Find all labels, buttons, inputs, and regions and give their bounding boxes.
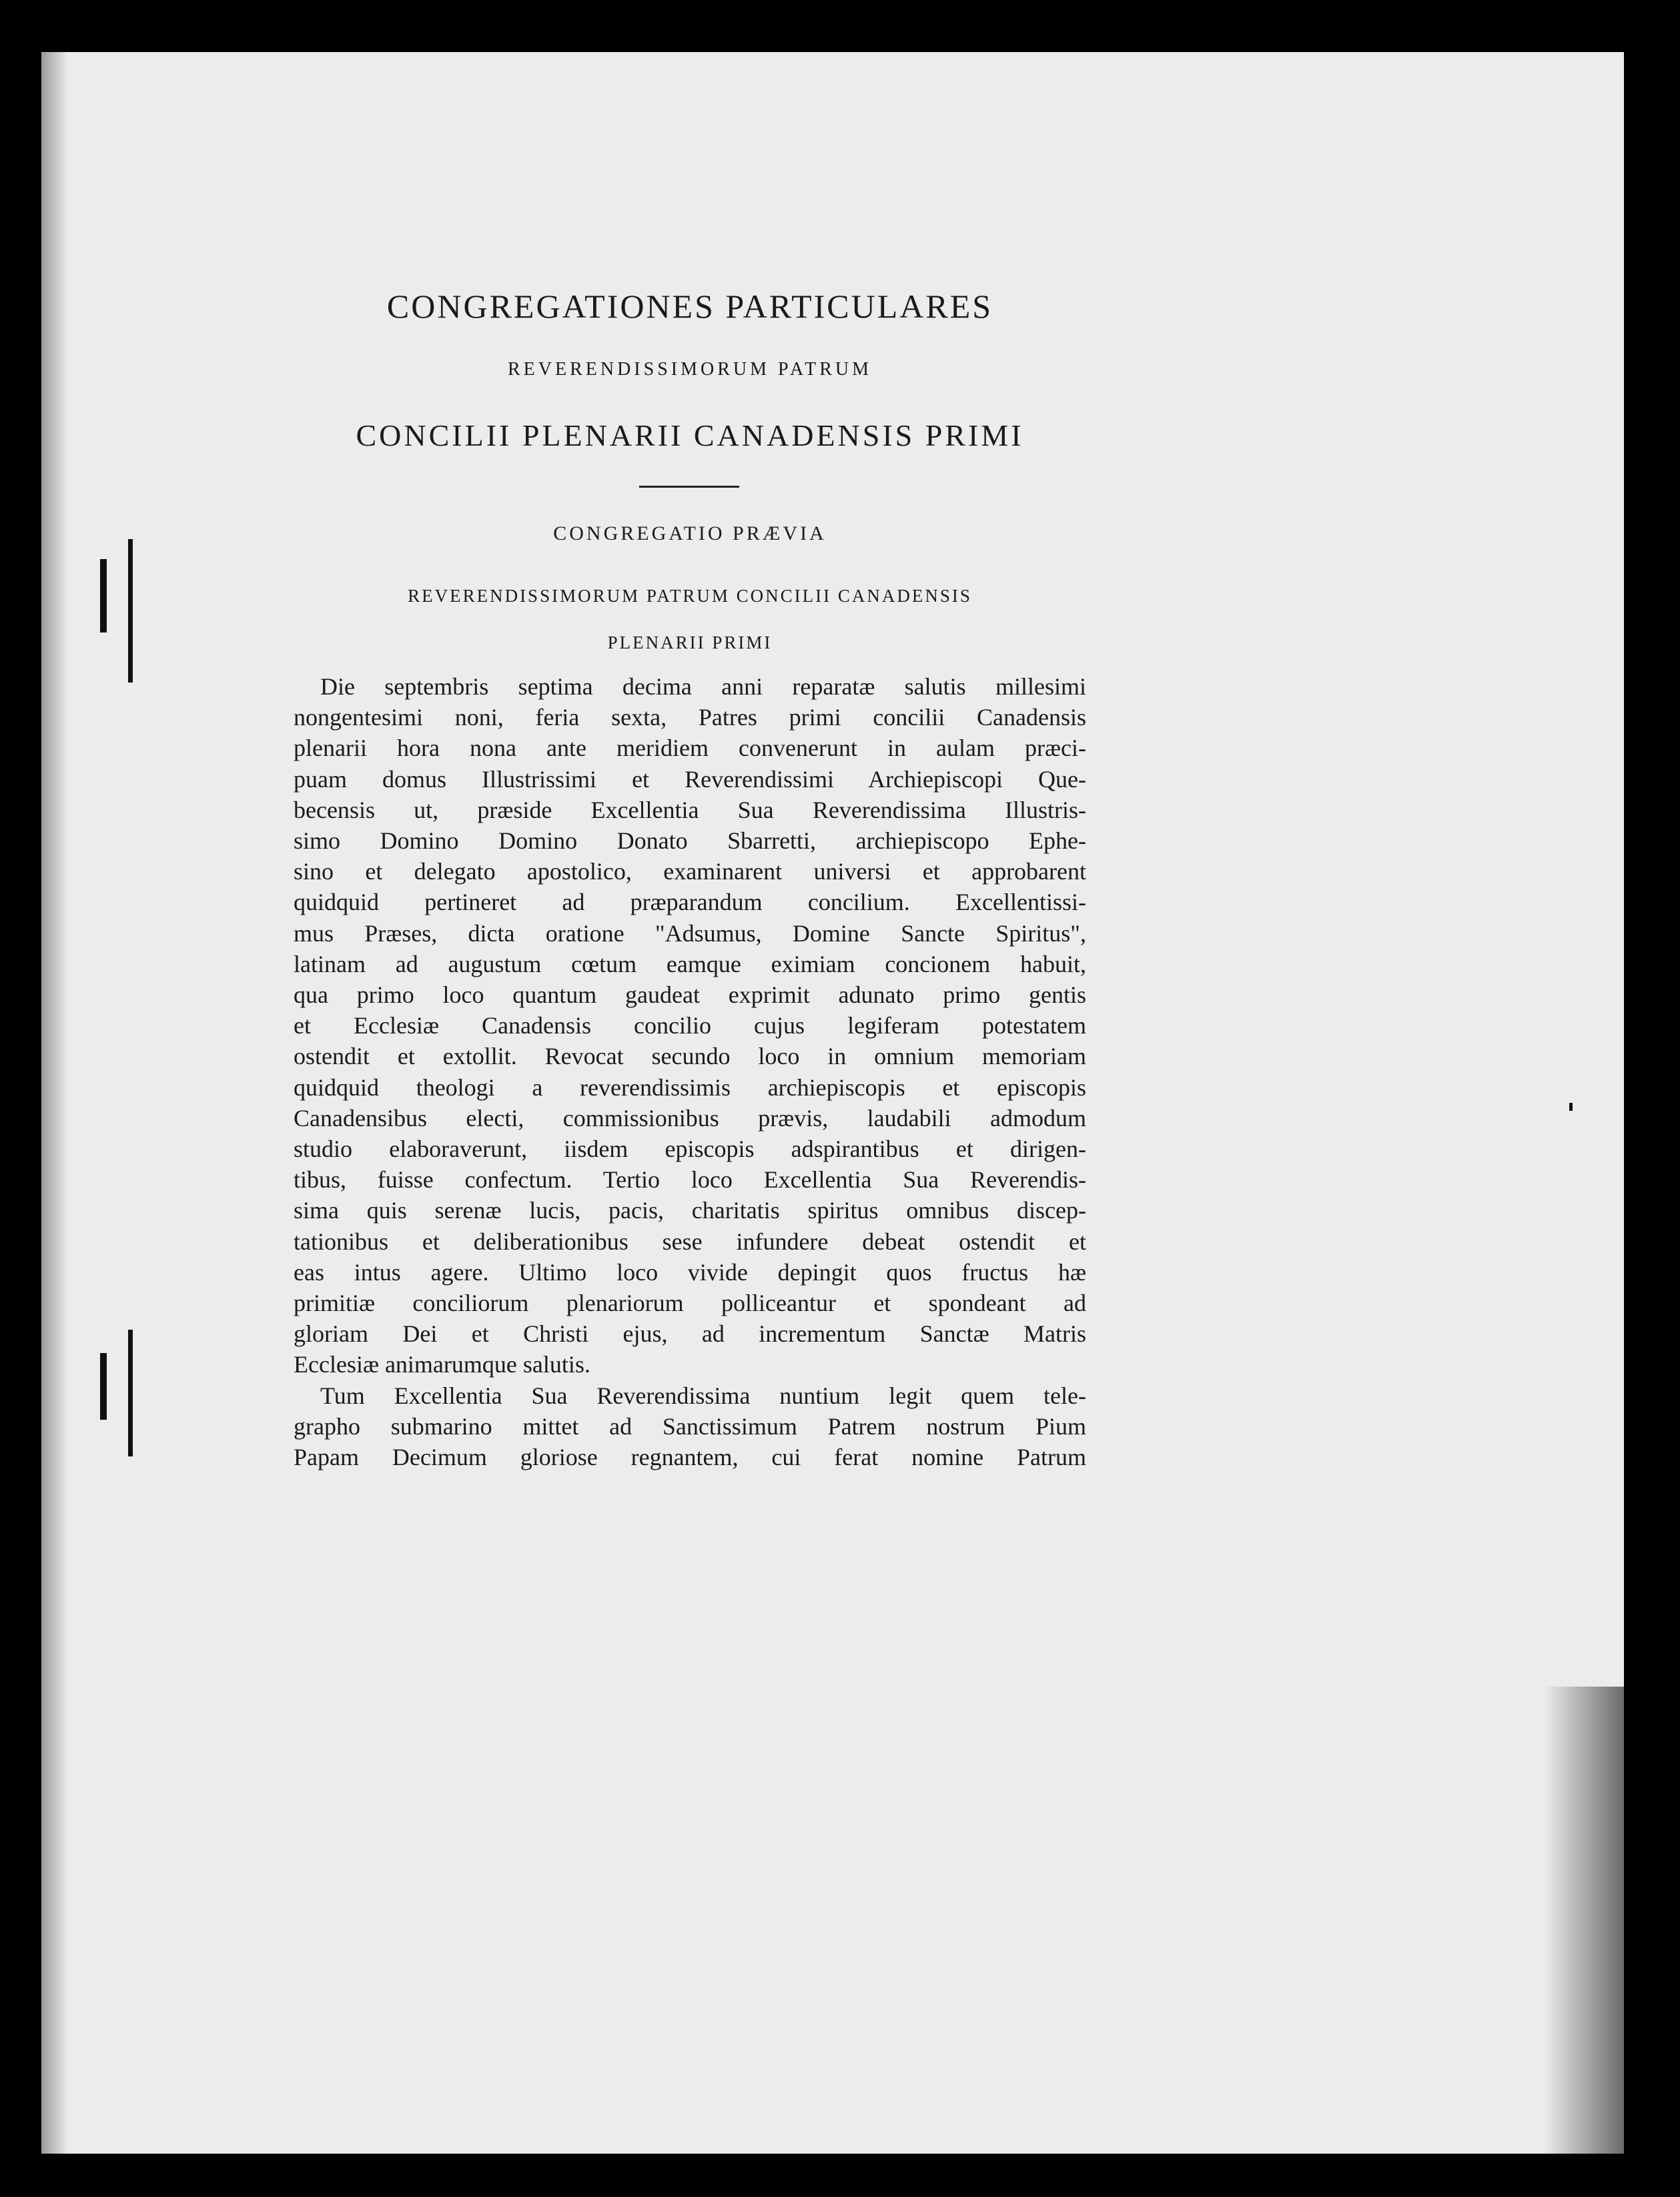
margin-mark <box>100 1353 107 1420</box>
text-line: sino et delegato apostolico, examinarent universi et approbarent <box>294 858 1086 885</box>
section-subtitle: REVERENDISSIMORUM PATRUM CONCILII CANADENSIS <box>408 586 972 606</box>
section-subtitle-continued: PLENARII PRIMI <box>607 632 773 652</box>
text-line: becensis ut, præside Excellentia Sua Reverendissima Illustris- <box>294 796 1086 823</box>
margin-mark <box>128 1330 133 1456</box>
margin-mark <box>128 539 133 683</box>
text-line: eas intus agere. Ultimo loco vivide depingit quos fructus hæ <box>294 1258 1086 1286</box>
text-line: primitiæ conciliorum plenariorum polliceantur et spondeant ad <box>294 1290 1086 1317</box>
text-line: gloriam Dei et Christi ejus, ad incrementum Sanctæ Matris <box>294 1320 1086 1348</box>
text-line: Die septembris septima decima anni reparatæ salutis millesimi <box>320 673 1086 700</box>
text-line: simo Domino Domino Donato Sbarretti, archiepiscopo Ephe- <box>294 827 1086 855</box>
section-title: CONGREGATIO PRÆVIA <box>553 522 827 544</box>
text-line: tibus, fuisse confectum. Tertio loco Excellentia Sua Reverendis- <box>294 1166 1086 1194</box>
binding-gutter-shadow <box>41 52 68 2154</box>
text-line: grapho submarino mittet ad Sanctissimum Patrem nostrum Pium <box>294 1412 1086 1440</box>
text-line: qua primo loco quantum gaudeat exprimit adunato primo gentis <box>294 981 1086 1009</box>
text-line: Tum Excellentia Sua Reverendissima nuntium legit quem tele- <box>320 1382 1086 1409</box>
edge-shadow <box>1544 1687 1624 2154</box>
text-line: sima quis serenæ lucis, pacis, charitatis spiritus omnibus discep- <box>294 1197 1086 1224</box>
text-line: studio elaboraverunt, iisdem episcopis adspirantibus et dirigen- <box>294 1136 1086 1163</box>
page-title-secondary: CONCILII PLENARII CANADENSIS PRIMI <box>356 418 1024 452</box>
text-line: Papam Decimum gloriose regnantem, cui ferat nomine Patrum <box>294 1444 1086 1471</box>
text-line: latinam ad augustum cœtum eamque eximiam concionem habuit, <box>294 950 1086 977</box>
document-page <box>41 52 1624 2154</box>
divider <box>639 486 739 488</box>
text-line: plenarii hora nona ante meridiem convenerunt in aulam præci- <box>294 735 1086 762</box>
text-line: ostendit et extollit. Revocat secundo loco in omnium memoriam <box>294 1043 1086 1070</box>
margin-mark <box>1569 1103 1573 1111</box>
text-line: nongentesimi noni, feria sexta, Patres primi concilii Canadensis <box>294 704 1086 731</box>
text-line: Canadensibus electi, commissionibus prævis, laudabili admodum <box>294 1104 1086 1132</box>
text-line: quidquid theologi a reverendissimis archiepiscopis et episcopis <box>294 1073 1086 1101</box>
margin-mark <box>100 559 107 632</box>
text-line: et Ecclesiæ Canadensis concilio cujus legiferam potestatem <box>294 1012 1086 1039</box>
page-subtitle: REVERENDISSIMORUM PATRUM <box>507 359 873 380</box>
text-line: puam domus Illustrissimi et Reverendissimi Archiepiscopi Que- <box>294 765 1086 793</box>
text-line: quidquid pertineret ad præparandum concilium. Excellentissi- <box>294 889 1086 916</box>
text-line: mus Præses, dicta oratione "Adsumus, Domine Sancte Spiritus", <box>294 919 1086 947</box>
text-line: tationibus et deliberationibus sese infundere debeat ostendit et <box>294 1228 1086 1255</box>
body-paragraphs <box>294 671 1086 1472</box>
text-line: Ecclesiæ animarumque salutis. <box>294 1351 590 1378</box>
page-title: CONGREGATIONES PARTICULARES <box>386 288 993 325</box>
